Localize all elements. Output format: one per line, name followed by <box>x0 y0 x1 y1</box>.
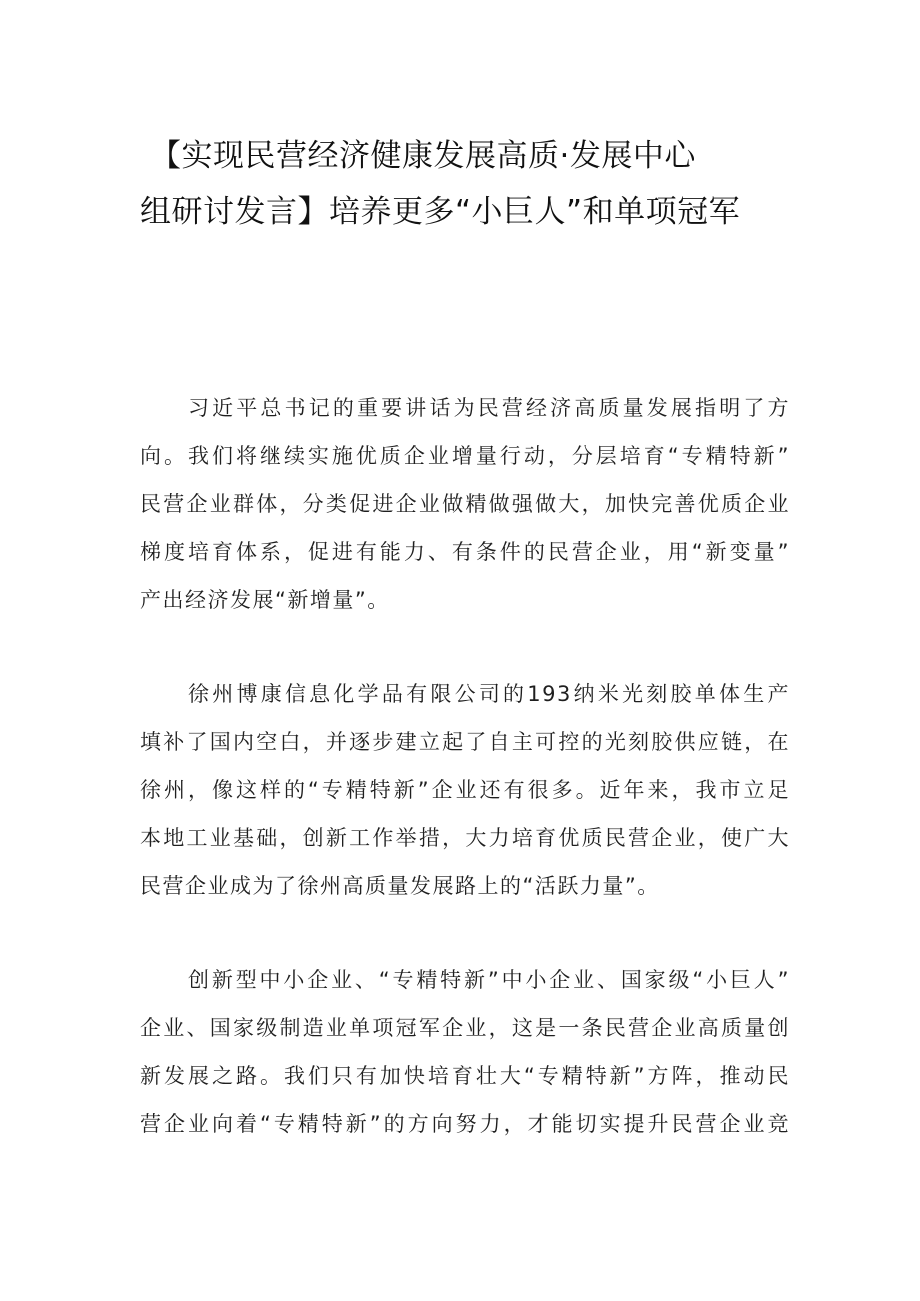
paragraph-line: 营企业向着“专精特新”的方向努力，才能切实提升民营企业竞 <box>140 1112 790 1136</box>
paragraph-line: 徐州，像这样的“专精特新”企业还有很多。近年来，我市立足 <box>140 778 790 802</box>
paragraph-2 <box>140 670 790 910</box>
paragraph-1 <box>140 384 790 624</box>
title-line-2: 组研讨发言】培养更多“小巨人”和单项冠军 <box>140 194 741 230</box>
paragraph-line: 民营企业成为了徐州高质量发展路上的“活跃力量”。 <box>140 874 660 898</box>
paragraph-3 <box>140 956 790 1148</box>
paragraph-line: 向。我们将继续实施优质企业增量行动，分层培育“专精特新” <box>140 444 790 468</box>
title-line-1: 【实现民营经济健康发展高质·发展中心 <box>150 138 696 174</box>
paragraph-line: 产出经济发展“新增量”。 <box>140 588 390 612</box>
document-title <box>140 128 800 240</box>
paragraph-line: 梯度培育体系，促进有能力、有条件的民营企业，用“新变量” <box>140 540 790 564</box>
paragraph-line: 徐州博康信息化学品有限公司的193纳米光刻胶单体生产 <box>188 682 790 706</box>
paragraph-line: 民营企业群体，分类促进企业做精做强做大，加快完善优质企业 <box>140 492 790 516</box>
paragraph-line: 习近平总书记的重要讲话为民营经济高质量发展指明了方 <box>188 396 790 420</box>
paragraph-line: 企业、国家级制造业单项冠军企业，这是一条民营企业高质量创 <box>140 1016 790 1040</box>
paragraph-line: 创新型中小企业、“专精特新”中小企业、国家级“小巨人” <box>188 968 790 992</box>
paragraph-line: 填补了国内空白，并逐步建立起了自主可控的光刻胶供应链，在 <box>140 730 790 754</box>
paragraph-line: 本地工业基础，创新工作举措，大力培育优质民营企业，使广大 <box>140 826 790 850</box>
paragraph-line: 新发展之路。我们只有加快培育壮大“专精特新”方阵，推动民 <box>140 1064 790 1088</box>
